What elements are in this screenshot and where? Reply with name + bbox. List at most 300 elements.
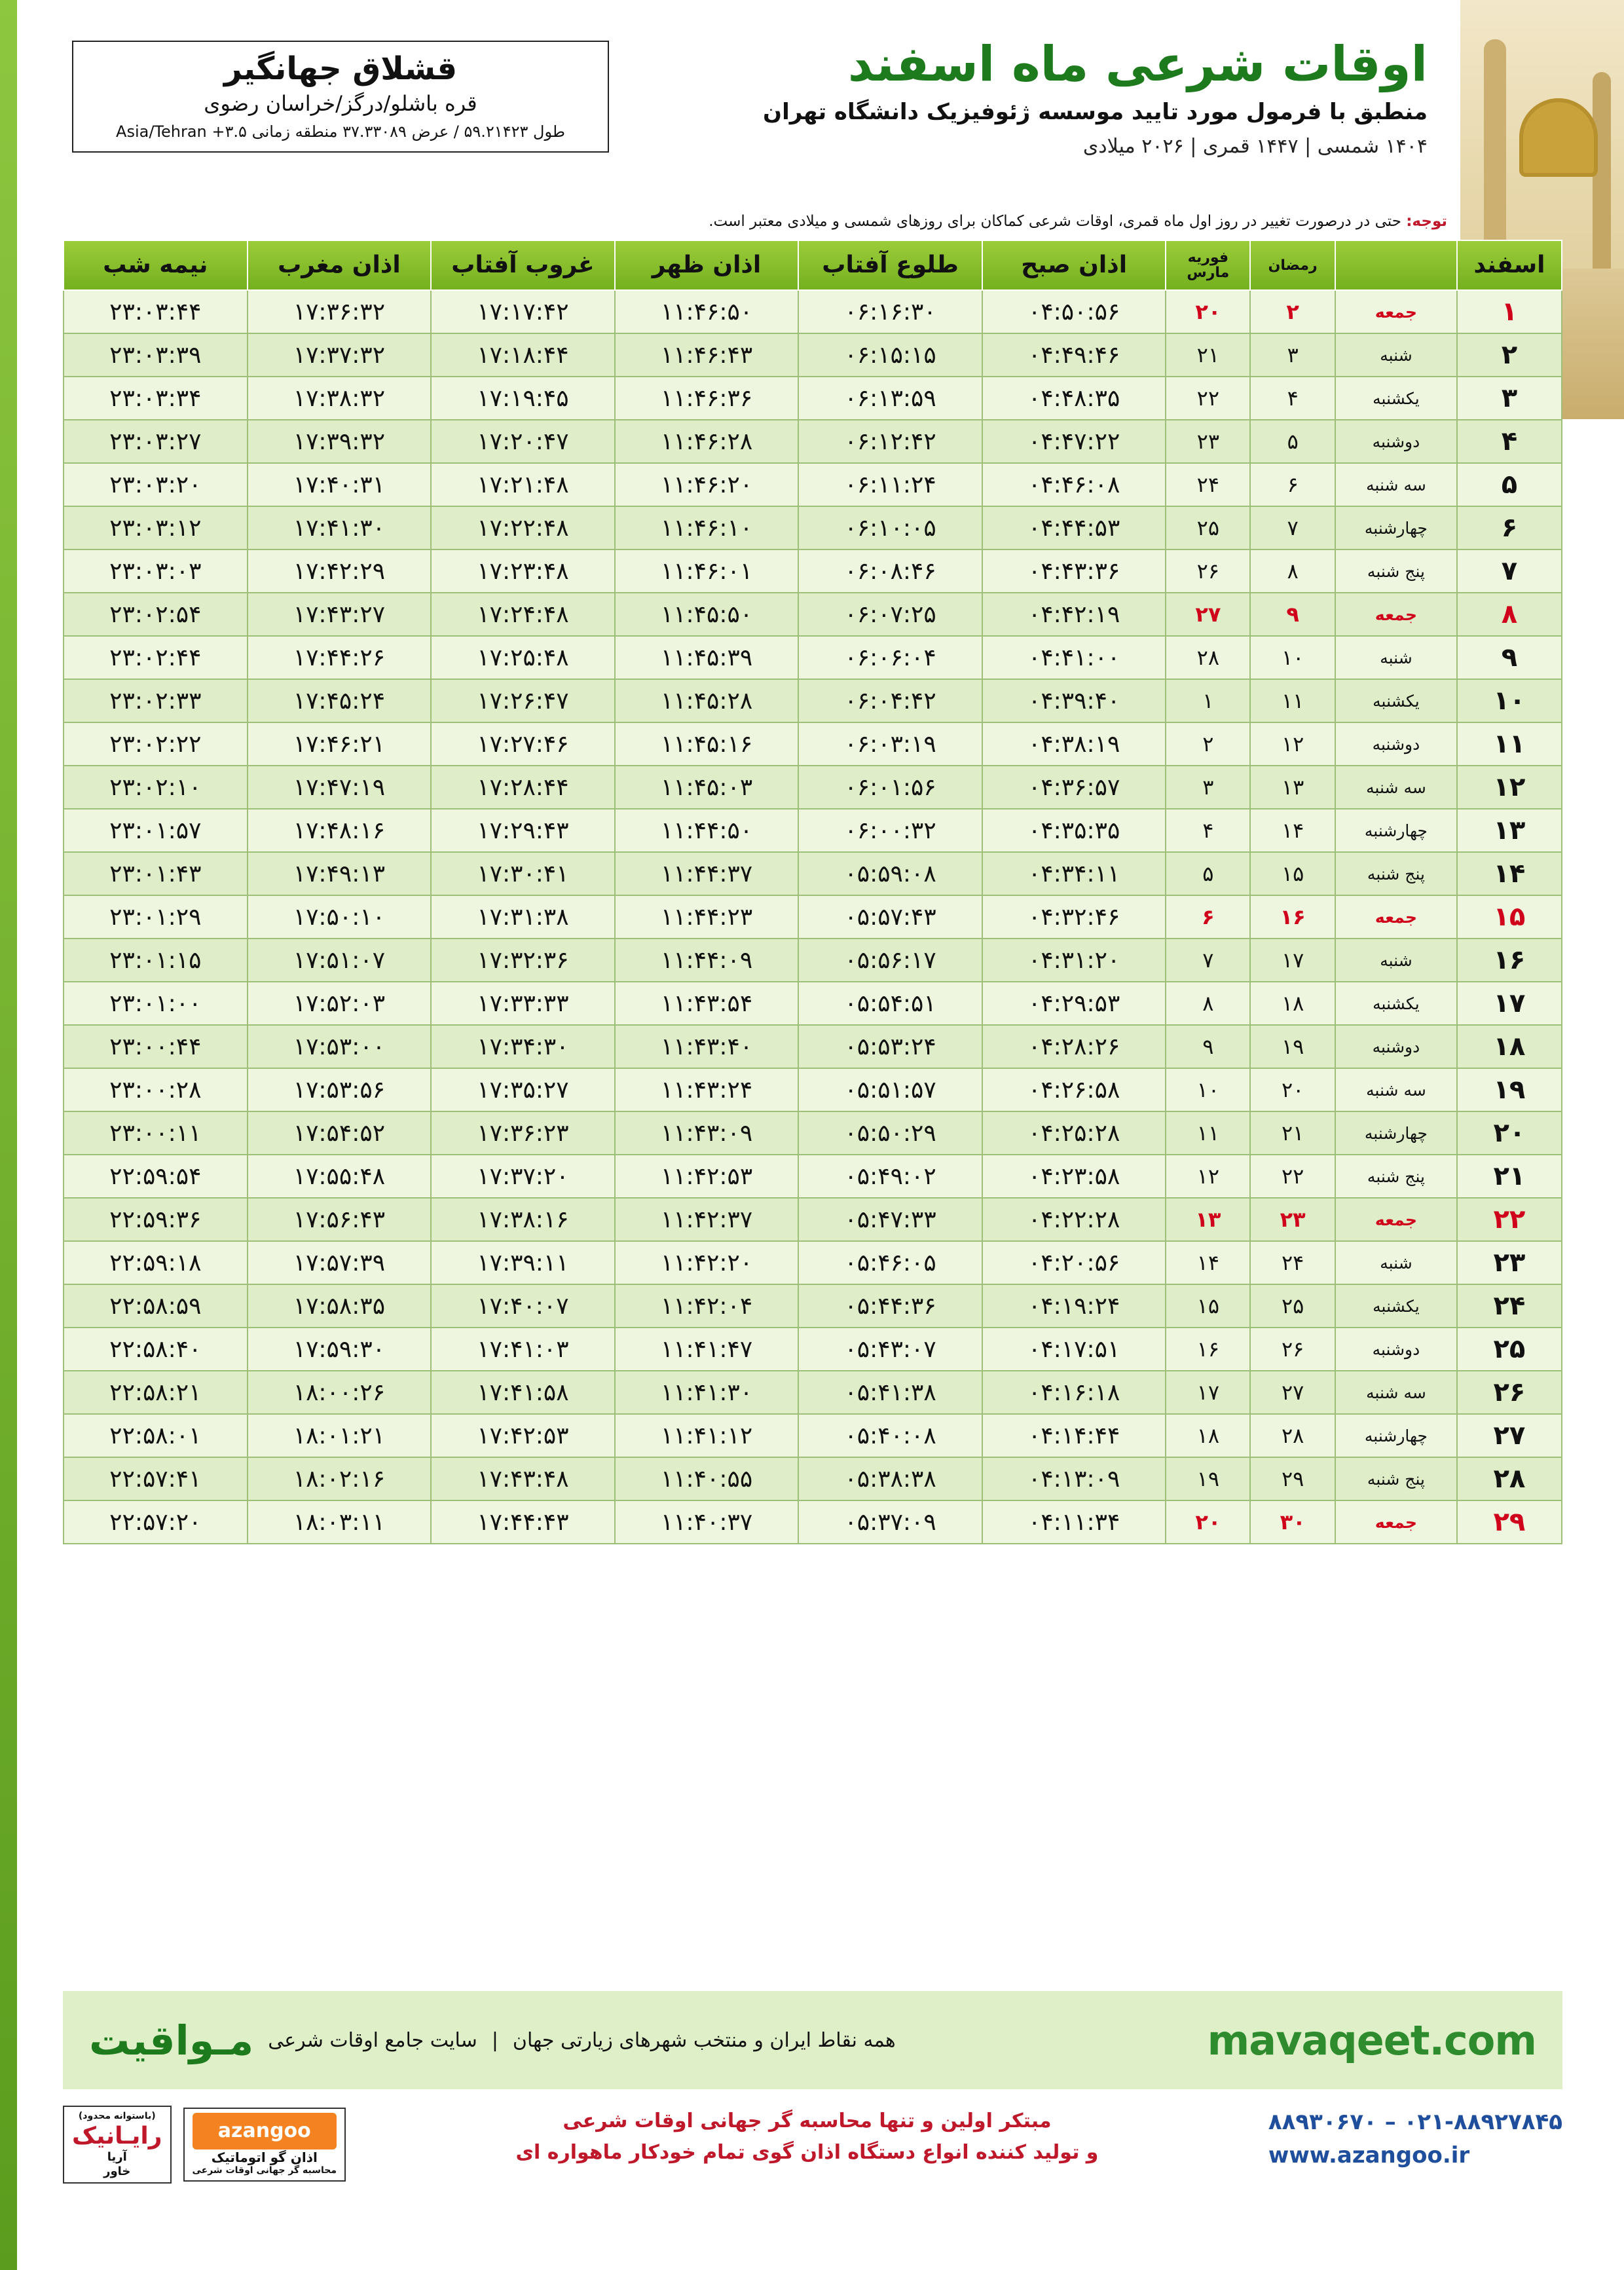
- cell-day: ۷: [1457, 549, 1562, 593]
- cell-dhuhr: ۱۱:۴۶:۴۳: [615, 333, 799, 377]
- header-ramadan: رمضان: [1250, 240, 1335, 290]
- cell-sunrise: ۰۵:۵۱:۵۷: [798, 1068, 982, 1111]
- cell-maghrib: ۱۷:۴۳:۲۷: [248, 593, 432, 636]
- table-row: [64, 722, 1562, 766]
- cell-day: ۱۴: [1457, 852, 1562, 895]
- cell-sunrise: ۰۶:۰۴:۴۲: [798, 679, 982, 722]
- cell-midnight: ۲۳:۰۰:۲۸: [64, 1068, 248, 1111]
- cell-midnight: ۲۲:۵۹:۳۶: [64, 1198, 248, 1241]
- cell-sunset: ۱۷:۳۹:۱۱: [431, 1241, 615, 1284]
- rayanik-logo: [63, 2106, 171, 2184]
- header-day: اسفند: [1457, 240, 1562, 290]
- cell-gregorian: ۱۵: [1166, 1284, 1250, 1328]
- rayanik-logo-mark: رایـانیک: [72, 2122, 162, 2149]
- cell-ramadan: ۱۶: [1250, 895, 1335, 939]
- cell-gregorian: ۵: [1166, 852, 1250, 895]
- cell-maghrib: ۱۷:۴۹:۱۳: [248, 852, 432, 895]
- cell-gregorian: ۱۷: [1166, 1371, 1250, 1414]
- cell-maghrib: ۱۸:۰۱:۲۱: [248, 1414, 432, 1457]
- cell-sunrise: ۰۵:۴۰:۰۸: [798, 1414, 982, 1457]
- cell-midnight: ۲۲:۵۷:۲۰: [64, 1500, 248, 1544]
- cell-sunrise: ۰۶:۰۳:۱۹: [798, 722, 982, 766]
- cell-fajr: ۰۴:۲۶:۵۸: [982, 1068, 1166, 1111]
- location-region: قره باشلو/درگز/خراسان رضوی: [204, 91, 477, 117]
- page-title: اوقات شرعی ماه اسفند: [847, 36, 1428, 92]
- cell-sunset: ۱۷:۲۲:۴۸: [431, 506, 615, 549]
- cell-ramadan: ۹: [1250, 593, 1335, 636]
- cell-sunset: ۱۷:۳۶:۲۳: [431, 1111, 615, 1155]
- cell-sunset: ۱۷:۱۹:۴۵: [431, 377, 615, 420]
- cell-midnight: ۲۳:۰۱:۱۵: [64, 939, 248, 982]
- cell-fajr: ۰۴:۴۷:۲۲: [982, 420, 1166, 463]
- cell-ramadan: ۱۱: [1250, 679, 1335, 722]
- cell-midnight: ۲۲:۵۸:۵۹: [64, 1284, 248, 1328]
- footer-website[interactable]: www.azangoo.ir: [1268, 2142, 1470, 2168]
- cell-midnight: ۲۲:۵۸:۰۱: [64, 1414, 248, 1457]
- rayanik-logo-top: (باستوانه محدود): [78, 2111, 156, 2121]
- cell-dhuhr: ۱۱:۴۳:۰۹: [615, 1111, 799, 1155]
- cell-midnight: ۲۳:۰۳:۰۳: [64, 549, 248, 593]
- cell-weekday: چهارشنبه: [1335, 1414, 1457, 1457]
- cell-sunrise: ۰۶:۰۱:۵۶: [798, 766, 982, 809]
- table-row: [64, 1025, 1562, 1068]
- cell-sunset: ۱۷:۳۲:۳۶: [431, 939, 615, 982]
- cell-dhuhr: ۱۱:۴۰:۳۷: [615, 1500, 799, 1544]
- cell-day: ۲۷: [1457, 1414, 1562, 1457]
- cell-gregorian: ۲۱: [1166, 333, 1250, 377]
- cell-day: ۲۱: [1457, 1155, 1562, 1198]
- table-row: [64, 506, 1562, 549]
- cell-sunrise: ۰۵:۴۴:۳۶: [798, 1284, 982, 1328]
- note-prefix: توجه:: [1406, 213, 1447, 230]
- header-maghrib: اذان مغرب: [248, 240, 432, 290]
- cell-day: ۱۳: [1457, 809, 1562, 852]
- cell-dhuhr: ۱۱:۴۴:۳۷: [615, 852, 799, 895]
- cell-sunrise: ۰۶:۱۶:۳۰: [798, 290, 982, 333]
- cell-sunset: ۱۷:۲۹:۴۳: [431, 809, 615, 852]
- cell-sunrise: ۰۶:۱۲:۴۲: [798, 420, 982, 463]
- cell-sunset: ۱۷:۲۷:۴۶: [431, 722, 615, 766]
- footer-brand-name: مـواقیت: [89, 2016, 254, 2064]
- cell-gregorian: ۲۰: [1166, 1500, 1250, 1544]
- cell-maghrib: ۱۷:۵۶:۴۳: [248, 1198, 432, 1241]
- table-row: [64, 549, 1562, 593]
- cell-gregorian: ۲۵: [1166, 506, 1250, 549]
- footer-desc-1: مبتکر اولین و تنها محاسبه گر جهانی اوقات شرعی: [563, 2110, 1052, 2132]
- cell-sunset: ۱۷:۲۶:۴۷: [431, 679, 615, 722]
- footer-description: [516, 2106, 1099, 2168]
- cell-ramadan: ۲۶: [1250, 1328, 1335, 1371]
- cell-weekday: یکشنبه: [1335, 679, 1457, 722]
- footer-brand-band: [63, 1991, 1562, 2089]
- cell-day: ۱۰: [1457, 679, 1562, 722]
- table-row: [64, 1068, 1562, 1111]
- cell-sunset: ۱۷:۱۷:۴۲: [431, 290, 615, 333]
- cell-ramadan: ۲۸: [1250, 1414, 1335, 1457]
- cell-ramadan: ۸: [1250, 549, 1335, 593]
- cell-fajr: ۰۴:۱۱:۳۴: [982, 1500, 1166, 1544]
- cell-weekday: پنج شنبه: [1335, 852, 1457, 895]
- cell-weekday: جمعه: [1335, 1500, 1457, 1544]
- cell-midnight: ۲۲:۵۹:۱۸: [64, 1241, 248, 1284]
- cell-sunset: ۱۷:۲۵:۴۸: [431, 636, 615, 679]
- rayanik-logo-sub1: آریا: [107, 2149, 127, 2164]
- cell-fajr: ۰۴:۱۶:۱۸: [982, 1371, 1166, 1414]
- cell-midnight: ۲۳:۰۲:۴۴: [64, 636, 248, 679]
- cell-gregorian: ۱۰: [1166, 1068, 1250, 1111]
- cell-dhuhr: ۱۱:۴۲:۰۴: [615, 1284, 799, 1328]
- cell-sunrise: ۰۶:۱۳:۵۹: [798, 377, 982, 420]
- cell-fajr: ۰۴:۲۳:۵۸: [982, 1155, 1166, 1198]
- cell-weekday: پنج شنبه: [1335, 1155, 1457, 1198]
- cell-sunrise: ۰۵:۴۳:۰۷: [798, 1328, 982, 1371]
- cell-ramadan: ۷: [1250, 506, 1335, 549]
- cell-dhuhr: ۱۱:۴۵:۲۸: [615, 679, 799, 722]
- cell-sunrise: ۰۶:۰۸:۴۶: [798, 549, 982, 593]
- cell-weekday: چهارشنبه: [1335, 1111, 1457, 1155]
- rayanik-logo-sub2: خاور: [103, 2164, 131, 2178]
- cell-weekday: سه شنبه: [1335, 766, 1457, 809]
- cell-sunrise: ۰۵:۵۰:۲۹: [798, 1111, 982, 1155]
- cell-weekday: چهارشنبه: [1335, 809, 1457, 852]
- cell-dhuhr: ۱۱:۴۶:۳۶: [615, 377, 799, 420]
- cell-ramadan: ۲: [1250, 290, 1335, 333]
- table-row: [64, 1371, 1562, 1414]
- cell-sunrise: ۰۵:۴۶:۰۵: [798, 1241, 982, 1284]
- cell-gregorian: ۷: [1166, 939, 1250, 982]
- cell-sunrise: ۰۵:۳۸:۳۸: [798, 1457, 982, 1500]
- table-row: [64, 593, 1562, 636]
- cell-day: ۲۲: [1457, 1198, 1562, 1241]
- footer-contact: [1268, 2106, 1562, 2172]
- cell-weekday: دوشنبه: [1335, 1328, 1457, 1371]
- table-row: [64, 852, 1562, 895]
- cell-maghrib: ۱۷:۴۴:۲۶: [248, 636, 432, 679]
- cell-day: ۲۹: [1457, 1500, 1562, 1544]
- cell-dhuhr: ۱۱:۴۶:۵۰: [615, 290, 799, 333]
- cell-dhuhr: ۱۱:۴۵:۳۹: [615, 636, 799, 679]
- cell-maghrib: ۱۸:۰۰:۲۶: [248, 1371, 432, 1414]
- dome-icon: [1519, 98, 1598, 177]
- cell-weekday: پنج شنبه: [1335, 549, 1457, 593]
- cell-sunset: ۱۷:۲۳:۴۸: [431, 549, 615, 593]
- table-row: [64, 333, 1562, 377]
- cell-midnight: ۲۳:۰۳:۳۹: [64, 333, 248, 377]
- cell-ramadan: ۱۴: [1250, 809, 1335, 852]
- cell-dhuhr: ۱۱:۴۵:۵۰: [615, 593, 799, 636]
- header-sunset: غروب آفتاب: [431, 240, 615, 290]
- cell-day: ۴: [1457, 420, 1562, 463]
- cell-dhuhr: ۱۱:۴۴:۰۹: [615, 939, 799, 982]
- location-name: قشلاق جهانگیر: [223, 50, 458, 87]
- cell-fajr: ۰۴:۴۱:۰۰: [982, 636, 1166, 679]
- cell-sunset: ۱۷:۱۸:۴۴: [431, 333, 615, 377]
- cell-maghrib: ۱۷:۵۱:۰۷: [248, 939, 432, 982]
- cell-weekday: دوشنبه: [1335, 1025, 1457, 1068]
- azangoo-logo-sub2: محاسبه گر جهانی اوقات شرعی: [192, 2165, 337, 2176]
- cell-day: ۲: [1457, 333, 1562, 377]
- table-row: [64, 679, 1562, 722]
- cell-gregorian: ۲۰: [1166, 290, 1250, 333]
- cell-maghrib: ۱۷:۳۶:۳۲: [248, 290, 432, 333]
- cell-dhuhr: ۱۱:۴۶:۰۱: [615, 549, 799, 593]
- cell-day: ۳: [1457, 377, 1562, 420]
- cell-day: ۲۶: [1457, 1371, 1562, 1414]
- footer-bottom-row: [63, 2106, 1562, 2223]
- cell-ramadan: ۲۱: [1250, 1111, 1335, 1155]
- header-fajr: اذان صبح: [982, 240, 1166, 290]
- table-row: [64, 290, 1562, 333]
- cell-dhuhr: ۱۱:۴۱:۳۰: [615, 1371, 799, 1414]
- cell-ramadan: ۲۰: [1250, 1068, 1335, 1111]
- cell-day: ۱۹: [1457, 1068, 1562, 1111]
- cell-sunrise: ۰۶:۱۵:۱۵: [798, 333, 982, 377]
- footer-brand-group: [89, 2017, 896, 2064]
- cell-weekday: سه شنبه: [1335, 463, 1457, 506]
- cell-sunset: ۱۷:۲۴:۴۸: [431, 593, 615, 636]
- cell-gregorian: ۱۴: [1166, 1241, 1250, 1284]
- cell-midnight: ۲۳:۰۲:۳۳: [64, 679, 248, 722]
- cell-weekday: شنبه: [1335, 636, 1457, 679]
- cell-fajr: ۰۴:۴۶:۰۸: [982, 463, 1166, 506]
- cell-dhuhr: ۱۱:۴۲:۵۳: [615, 1155, 799, 1198]
- cell-sunset: ۱۷:۴۰:۰۷: [431, 1284, 615, 1328]
- cell-ramadan: ۱۲: [1250, 722, 1335, 766]
- cell-maghrib: ۱۷:۳۷:۳۲: [248, 333, 432, 377]
- cell-weekday: جمعه: [1335, 1198, 1457, 1241]
- cell-gregorian: ۱۳: [1166, 1198, 1250, 1241]
- cell-gregorian: ۱۹: [1166, 1457, 1250, 1500]
- cell-midnight: ۲۳:۰۳:۲۰: [64, 463, 248, 506]
- cell-day: ۲۰: [1457, 1111, 1562, 1155]
- cell-midnight: ۲۳:۰۲:۱۰: [64, 766, 248, 809]
- note-line: [72, 213, 1447, 230]
- table-row: [64, 1241, 1562, 1284]
- cell-sunset: ۱۷:۳۸:۱۶: [431, 1198, 615, 1241]
- cell-sunrise: ۰۵:۴۹:۰۲: [798, 1155, 982, 1198]
- table-row: [64, 636, 1562, 679]
- cell-gregorian: ۹: [1166, 1025, 1250, 1068]
- cell-midnight: ۲۳:۰۳:۱۲: [64, 506, 248, 549]
- cell-fajr: ۰۴:۲۵:۲۸: [982, 1111, 1166, 1155]
- cell-maghrib: ۱۸:۰۳:۱۱: [248, 1500, 432, 1544]
- table-row: [64, 1457, 1562, 1500]
- cell-day: ۶: [1457, 506, 1562, 549]
- location-box: [72, 41, 609, 153]
- cell-sunset: ۱۷:۲۸:۴۴: [431, 766, 615, 809]
- cell-ramadan: ۴: [1250, 377, 1335, 420]
- azangoo-logo-sub: اذان گو اتوماتیک: [211, 2149, 318, 2166]
- cell-fajr: ۰۴:۲۸:۲۶: [982, 1025, 1166, 1068]
- cell-dhuhr: ۱۱:۴۳:۲۴: [615, 1068, 799, 1111]
- cell-dhuhr: ۱۱:۴۳:۴۰: [615, 1025, 799, 1068]
- cell-ramadan: ۳: [1250, 333, 1335, 377]
- cell-weekday: یکشنبه: [1335, 1284, 1457, 1328]
- cell-sunset: ۱۷:۴۱:۰۳: [431, 1328, 615, 1371]
- footer-slogan-1: سایت جامع اوقات شرعی: [268, 2028, 477, 2052]
- table-body: [64, 290, 1562, 1544]
- azangoo-logo: [183, 2108, 346, 2182]
- cell-gregorian: ۳: [1166, 766, 1250, 809]
- header-weekday: [1335, 240, 1457, 290]
- cell-midnight: ۲۳:۰۳:۲۷: [64, 420, 248, 463]
- cell-sunrise: ۰۵:۵۴:۵۱: [798, 982, 982, 1025]
- footer-logos: [63, 2106, 346, 2184]
- cell-maghrib: ۱۷:۵۷:۳۹: [248, 1241, 432, 1284]
- note-text: حتی در درصورت تغییر در روز اول ماه قمری، اوقات شرعی کماکان برای روزهای شمسی و میلادی معتبر است.: [709, 213, 1407, 230]
- cell-dhuhr: ۱۱:۴۵:۱۶: [615, 722, 799, 766]
- cell-fajr: ۰۴:۳۸:۱۹: [982, 722, 1166, 766]
- cell-maghrib: ۱۷:۴۵:۲۴: [248, 679, 432, 722]
- cell-sunrise: ۰۵:۵۳:۲۴: [798, 1025, 982, 1068]
- cell-weekday: جمعه: [1335, 290, 1457, 333]
- cell-maghrib: ۱۷:۴۸:۱۶: [248, 809, 432, 852]
- cell-ramadan: ۲۹: [1250, 1457, 1335, 1500]
- cell-ramadan: ۲۵: [1250, 1284, 1335, 1328]
- header-midnight: نیمه شب: [64, 240, 248, 290]
- cell-day: ۱: [1457, 290, 1562, 333]
- cell-sunset: ۱۷:۳۴:۳۰: [431, 1025, 615, 1068]
- cell-sunset: ۱۷:۴۱:۵۸: [431, 1371, 615, 1414]
- cell-midnight: ۲۳:۰۳:۴۴: [64, 290, 248, 333]
- cell-dhuhr: ۱۱:۴۶:۲۰: [615, 463, 799, 506]
- cell-day: ۲۸: [1457, 1457, 1562, 1500]
- cell-fajr: ۰۴:۴۸:۳۵: [982, 377, 1166, 420]
- cell-fajr: ۰۴:۴۹:۴۶: [982, 333, 1166, 377]
- cell-weekday: پنج شنبه: [1335, 1457, 1457, 1500]
- cell-maghrib: ۱۷:۴۷:۱۹: [248, 766, 432, 809]
- cell-fajr: ۰۴:۲۲:۲۸: [982, 1198, 1166, 1241]
- table-row: [64, 939, 1562, 982]
- table-row: [64, 1414, 1562, 1457]
- cell-sunrise: ۰۶:۰۷:۲۵: [798, 593, 982, 636]
- cell-sunrise: ۰۵:۴۱:۳۸: [798, 1371, 982, 1414]
- cell-fajr: ۰۴:۵۰:۵۶: [982, 290, 1166, 333]
- cell-sunset: ۱۷:۳۰:۴۱: [431, 852, 615, 895]
- cell-dhuhr: ۱۱:۴۶:۱۰: [615, 506, 799, 549]
- cell-weekday: شنبه: [1335, 1241, 1457, 1284]
- prayer-times-table: [63, 240, 1562, 1544]
- table-row: [64, 1111, 1562, 1155]
- cell-ramadan: ۱۸: [1250, 982, 1335, 1025]
- cell-dhuhr: ۱۱:۴۵:۰۳: [615, 766, 799, 809]
- cell-maghrib: ۱۷:۵۳:۵۶: [248, 1068, 432, 1111]
- page-subtitle: منطبق با فرمول مورد تایید موسسه ژئوفیزیک دانشگاه تهران: [763, 99, 1428, 126]
- cell-maghrib: ۱۷:۴۲:۲۹: [248, 549, 432, 593]
- header-dhuhr: اذان ظهر: [615, 240, 799, 290]
- cell-sunrise: ۰۶:۱۰:۰۵: [798, 506, 982, 549]
- cell-day: ۱۱: [1457, 722, 1562, 766]
- cell-gregorian: ۲۸: [1166, 636, 1250, 679]
- table-row: [64, 1328, 1562, 1371]
- cell-fajr: ۰۴:۴۳:۳۶: [982, 549, 1166, 593]
- cell-maghrib: ۱۷:۵۲:۰۳: [248, 982, 432, 1025]
- cell-maghrib: ۱۷:۵۸:۳۵: [248, 1284, 432, 1328]
- table-row: [64, 377, 1562, 420]
- cell-maghrib: ۱۷:۵۹:۳۰: [248, 1328, 432, 1371]
- cell-day: ۱۲: [1457, 766, 1562, 809]
- cell-gregorian: ۴: [1166, 809, 1250, 852]
- cell-midnight: ۲۳:۰۲:۲۲: [64, 722, 248, 766]
- table-row: [64, 895, 1562, 939]
- header-gregorian: فوریه مارس: [1166, 240, 1250, 290]
- location-coordinates: طول ۵۹.۲۱۴۲۳ / عرض ۳۷.۳۳۰۸۹ منطقه زمانی ۳.۵+ Asia/Tehran: [116, 122, 565, 141]
- cell-ramadan: ۲۲: [1250, 1155, 1335, 1198]
- cell-weekday: جمعه: [1335, 895, 1457, 939]
- cell-dhuhr: ۱۱:۴۳:۵۴: [615, 982, 799, 1025]
- cell-weekday: یکشنبه: [1335, 982, 1457, 1025]
- table-row: [64, 766, 1562, 809]
- cell-dhuhr: ۱۱:۴۱:۱۲: [615, 1414, 799, 1457]
- cell-fajr: ۰۴:۱۳:۰۹: [982, 1457, 1166, 1500]
- cell-weekday: یکشنبه: [1335, 377, 1457, 420]
- cell-fajr: ۰۴:۲۰:۵۶: [982, 1241, 1166, 1284]
- cell-midnight: ۲۲:۵۸:۴۰: [64, 1328, 248, 1371]
- cell-ramadan: ۱۵: [1250, 852, 1335, 895]
- cell-fajr: ۰۴:۱۹:۲۴: [982, 1284, 1166, 1328]
- cell-sunset: ۱۷:۳۷:۲۰: [431, 1155, 615, 1198]
- cell-sunset: ۱۷:۳۵:۲۷: [431, 1068, 615, 1111]
- footer-site-url[interactable]: mavaqeet.com: [1207, 2016, 1536, 2064]
- cell-gregorian: ۱۲: [1166, 1155, 1250, 1198]
- cell-day: ۲۴: [1457, 1284, 1562, 1328]
- table-row: [64, 420, 1562, 463]
- page-dates: ۱۴۰۴ شمسی | ۱۴۴۷ قمری | ۲۰۲۶ میلادی: [1082, 134, 1428, 158]
- table-row: [64, 463, 1562, 506]
- cell-sunrise: ۰۵:۵۷:۴۳: [798, 895, 982, 939]
- cell-sunset: ۱۷:۲۰:۴۷: [431, 420, 615, 463]
- cell-fajr: ۰۴:۳۹:۴۰: [982, 679, 1166, 722]
- left-green-bar: [0, 0, 17, 2270]
- table-row: [64, 809, 1562, 852]
- cell-midnight: ۲۳:۰۲:۵۴: [64, 593, 248, 636]
- azangoo-logo-mark: azangoo: [193, 2113, 337, 2149]
- table-row: [64, 1198, 1562, 1241]
- cell-day: ۱۶: [1457, 939, 1562, 982]
- cell-sunset: ۱۷:۴۳:۴۸: [431, 1457, 615, 1500]
- cell-dhuhr: ۱۱:۴۲:۳۷: [615, 1198, 799, 1241]
- page-footer: [0, 1991, 1624, 2270]
- cell-fajr: ۰۴:۳۲:۴۶: [982, 895, 1166, 939]
- cell-sunset: ۱۷:۳۱:۳۸: [431, 895, 615, 939]
- cell-gregorian: ۲۶: [1166, 549, 1250, 593]
- footer-phones: ۰۲۱-۸۸۹۲۷۸۴۵ – ۸۸۹۳۰۶۷۰: [1268, 2109, 1562, 2135]
- cell-midnight: ۲۳:۰۱:۰۰: [64, 982, 248, 1025]
- page-header: [642, 38, 1428, 158]
- cell-sunrise: ۰۶:۰۰:۳۲: [798, 809, 982, 852]
- cell-gregorian: ۶: [1166, 895, 1250, 939]
- cell-maghrib: ۱۷:۳۹:۳۲: [248, 420, 432, 463]
- cell-maghrib: ۱۷:۴۶:۲۱: [248, 722, 432, 766]
- cell-midnight: ۲۳:۰۳:۳۴: [64, 377, 248, 420]
- cell-maghrib: ۱۷:۵۵:۴۸: [248, 1155, 432, 1198]
- cell-midnight: ۲۳:۰۱:۴۳: [64, 852, 248, 895]
- footer-slogan-2: همه نقاط ایران و منتخب شهرهای زیارتی جهان: [512, 2028, 896, 2052]
- cell-gregorian: ۸: [1166, 982, 1250, 1025]
- cell-sunrise: ۰۵:۵۶:۱۷: [798, 939, 982, 982]
- cell-maghrib: ۱۷:۴۱:۳۰: [248, 506, 432, 549]
- table-row: [64, 1500, 1562, 1544]
- cell-sunrise: ۰۵:۳۷:۰۹: [798, 1500, 982, 1544]
- cell-weekday: سه شنبه: [1335, 1371, 1457, 1414]
- cell-day: ۵: [1457, 463, 1562, 506]
- cell-weekday: سه شنبه: [1335, 1068, 1457, 1111]
- cell-fajr: ۰۴:۳۶:۵۷: [982, 766, 1166, 809]
- cell-ramadan: ۱۷: [1250, 939, 1335, 982]
- table-row: [64, 1284, 1562, 1328]
- footer-desc-2: و تولید کننده انواع دستگاه اذان گوی تمام خودکار ماهواره ای: [515, 2141, 1099, 2164]
- cell-gregorian: ۲۳: [1166, 420, 1250, 463]
